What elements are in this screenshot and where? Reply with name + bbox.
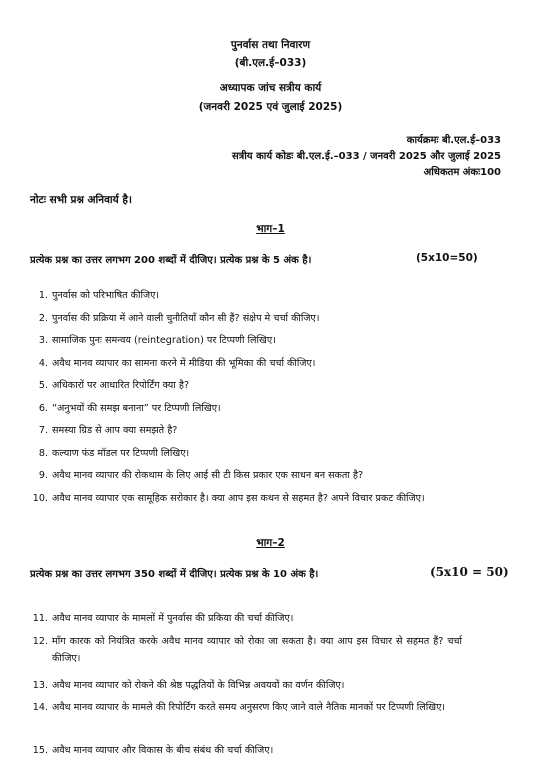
question-text: अवैध मानव व्यापार और विकास के बीच संबंध की चर्चा कीजिए। xyxy=(52,745,274,756)
part1-marks: (5x10=50) xyxy=(416,252,478,264)
question-number: 13. xyxy=(32,680,48,691)
question-number: 3. xyxy=(38,335,48,346)
question-text: समस्या ग्रिड से आप क्या समझते है? xyxy=(52,425,178,436)
question-number: 15. xyxy=(32,745,48,756)
question-text: अवैध मानव व्यापार के मामले की रिपोर्टिंग करते समय अनुसरण किए जाने वाले नैतिक मानकों पर टिप्पणी लिखिए। xyxy=(52,702,446,713)
question-number: 1. xyxy=(38,290,48,301)
question-number: 2. xyxy=(38,313,48,324)
question-text: माँग कारक को नियंत्रित करके अवैध मानव व्यापार को रोका जा सकता है। क्या आप इस विचार से सहमत हैं? चर्चा कीजिए। xyxy=(52,636,462,664)
part1-title: भाग–1 xyxy=(256,223,285,235)
question-number: 4. xyxy=(38,358,48,369)
question-number: 14. xyxy=(32,702,48,713)
question-number: 9. xyxy=(38,470,48,481)
max-marks: अधिकतम अंकः100 xyxy=(423,167,501,178)
question-text: अवैध मानव व्यापार को रोकने की श्रेष्ठ पद्धतियों के विभिन्न अवयवों का वर्णन कीजिए। xyxy=(52,680,345,691)
question-number: 10. xyxy=(32,493,48,504)
question-number: 7. xyxy=(38,425,48,436)
assignment-code: सत्रीय कार्य कोडः बी.एल.ई.–033 / जनवरी 2025 और जुलाई 2025 xyxy=(231,151,501,162)
question-text: अवैध मानव व्यापार के मामलों में पुनर्वास की प्रकिया की चर्चा कीजिए। xyxy=(52,613,294,624)
question-text: पुनर्वास की प्रक्रिया में आने वाली चुनौतियाँ कौन सी हैं? संक्षेप मे चर्चा कीजिए। xyxy=(52,313,320,324)
course-title: पुनर्वास तथा निवारण xyxy=(230,39,311,51)
question-number: 5. xyxy=(38,380,48,391)
question-text: सामाजिक पुनः समन्वय (reintegration) पर टिप्पणी लिखिए। xyxy=(52,335,276,346)
part2-title: भाग–2 xyxy=(256,537,285,549)
part2-instruction: प्रत्येक प्रश्न का उत्तर लगभग 350 शब्दों में दीजिए। प्रत्येक प्रश्न के 10 अंक है। xyxy=(30,569,319,580)
part1-instruction: प्रत्येक प्रश्न का उत्तर लगभग 200 शब्दों में दीजिए। प्रत्येक प्रश्न के 5 अंक है। xyxy=(30,255,312,266)
programme-code: कार्यक्रमः बी.एल.ई–033 xyxy=(406,135,501,146)
question-text: अधिकारों पर आधारित रिपोर्टिंग क्या है? xyxy=(52,380,190,391)
course-code: (बी.एल.ई–033) xyxy=(234,57,307,69)
question-text: अवैध मानव व्यापार की रोकथाम के लिए आई सी टी किस प्रकार एक साधन बन सकता है? xyxy=(52,470,364,481)
assignment-title: अध्यापक जांच सत्रीय कार्य xyxy=(219,82,322,94)
question-number: 6. xyxy=(38,403,48,414)
question-text: कल्याण फंड मॉडल पर टिप्पणी लिखिए। xyxy=(52,448,190,459)
part2-marks: (5x10 = 50) xyxy=(430,565,509,579)
session-text: (जनवरी 2025 एवं जुलाई 2025) xyxy=(198,101,343,113)
question-text: पुनर्वास को परिभाषित कीजिए। xyxy=(52,290,160,301)
question-number: 12. xyxy=(32,636,48,647)
question-number: 8. xyxy=(38,448,48,459)
question-number: 11. xyxy=(32,613,48,624)
note-text: नोटः सभी प्रश्न अनिवार्य है। xyxy=(30,194,132,206)
question-text: “अनुभवों की समझ बनाना” पर टिप्पणी लिखिए। xyxy=(52,403,221,414)
question-text: अवैध मानव व्यापार एक सामूहिक सरोकार है। क्या आप इस कथन से सहमत है? अपने विचार प्रकट कीजिए। xyxy=(52,493,425,504)
question-text: अवैध मानव व्यापार का सामना करने में मीडिया की भूमिका की चर्चा कीजिए। xyxy=(52,358,316,369)
